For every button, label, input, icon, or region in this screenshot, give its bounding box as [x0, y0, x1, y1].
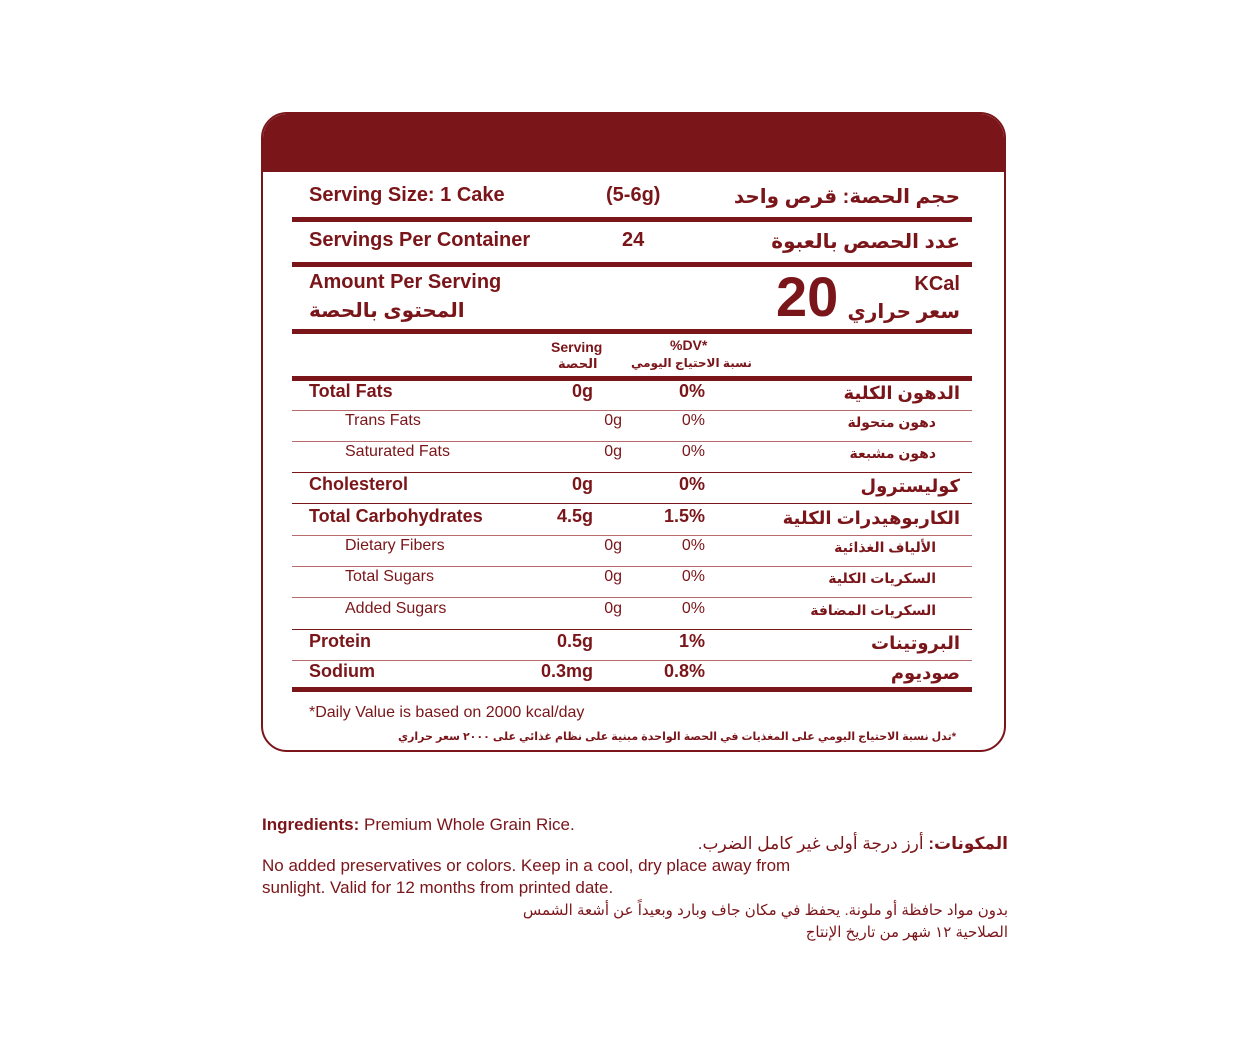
amount-per-serving-label: Amount Per Serving [309, 271, 502, 293]
nutrient-value: 0g [604, 412, 622, 429]
nutrient-name-ar: صوديوم [890, 663, 960, 683]
nutrient-name-ar: كوليسترول [860, 476, 960, 496]
nutrient-value: 0.5g [556, 631, 593, 651]
nutrient-dv: 0% [678, 474, 705, 494]
nutrient-name: Cholesterol [309, 474, 409, 494]
row-divider [292, 472, 972, 473]
ingredients-text-ar: أرز درجة أولى غير كامل الضرب. [697, 834, 929, 853]
servings-per-container-value: 24 [622, 229, 645, 251]
panel-header-band [263, 114, 1004, 172]
footnote-ar: *تدل نسبة الاحتياج اليومي على المغذيات في الحصة الواحدة مبنية على نظام غذائي على ٢٠٠٠ سعر حراري [398, 731, 956, 743]
nutrient-value: 0g [571, 381, 593, 401]
divider [292, 687, 972, 692]
amount-per-serving-ar: المحتوى بالحصة [309, 300, 465, 322]
divider [292, 329, 972, 334]
nutrient-dv: 1.5% [663, 506, 705, 526]
nutrient-dv: 0% [678, 381, 705, 401]
storage-line-1: No added preservatives or colors. Keep in a cool, dry place away from [262, 856, 791, 875]
row-divider [292, 629, 972, 630]
nutrient-name: Total Sugars [345, 568, 434, 585]
nutrient-dv: 0.8% [663, 661, 705, 681]
divider [292, 262, 972, 267]
nutrient-name: Total Carbohydrates [309, 506, 483, 526]
nutrient-dv: 0% [681, 600, 705, 617]
divider [292, 376, 972, 381]
row-divider [292, 503, 972, 504]
ingredients-label: Ingredients: [262, 815, 360, 834]
row-divider [292, 566, 972, 567]
storage-line-2-ar: الصلاحية ١٢ شهر من تاريخ الإنتاج [805, 924, 1008, 941]
storage-line-1-ar: بدون مواد حافظة أو ملونة. يحفظ في مكان جاف وبارد وبعيداً عن أشعة الشمس [522, 902, 1008, 919]
nutrient-name: Dietary Fibers [345, 537, 445, 554]
serving-size-ar: حجم الحصة: قرص واحد [733, 186, 960, 208]
nutrition-facts-panel [261, 112, 1006, 752]
nutrient-value: 0.3mg [540, 661, 593, 681]
nutrient-name: Total Fats [309, 381, 393, 401]
nutrient-name-ar: الدهون الكلية [843, 383, 960, 403]
footnote: *Daily Value is based on 2000 kcal/day [309, 704, 585, 721]
row-divider [292, 535, 972, 536]
divider [292, 217, 972, 222]
nutrient-value: 4.5g [556, 506, 593, 526]
nutrient-dv: 0% [681, 412, 705, 429]
ingredients-en [262, 815, 575, 835]
nutrient-value: 0g [604, 537, 622, 554]
nutrient-dv: 1% [678, 631, 705, 651]
nutrient-value: 0g [571, 474, 593, 494]
calories-unit: KCal [914, 273, 960, 295]
ingredients-ar [698, 834, 1008, 854]
row-divider [292, 597, 972, 598]
nutrient-value: 0g [604, 443, 622, 460]
storage-line-2: sunlight. Valid for 12 months from printed date. [262, 878, 614, 897]
nutrient-name: Added Sugars [345, 600, 447, 617]
row-divider [292, 410, 972, 411]
servings-per-container-label: Servings Per Container [309, 229, 531, 251]
column-serving: Serving [551, 339, 603, 355]
column-serving-ar: الحصة [558, 356, 598, 371]
nutrient-name-ar: السكريات المضافة [810, 602, 936, 618]
calories-unit-ar: سعر حراري [847, 301, 960, 323]
ingredients-text: Premium Whole Grain Rice. [359, 815, 575, 834]
nutrient-name: Protein [309, 631, 372, 651]
row-divider [292, 441, 972, 442]
nutrient-dv: 0% [681, 537, 705, 554]
nutrient-name-ar: دهون مشبعة [849, 445, 936, 461]
nutrient-value: 0g [604, 600, 622, 617]
nutrient-name-ar: الكاربوهيدرات الكلية [782, 508, 960, 528]
column-dv-ar: نسبة الاحتياج اليومي [631, 356, 752, 370]
nutrient-name: Sodium [309, 661, 375, 681]
nutrient-dv: 0% [681, 568, 705, 585]
nutrient-dv: 0% [681, 443, 705, 460]
nutrient-name-ar: السكريات الكلية [828, 570, 936, 586]
nutrient-name: Trans Fats [345, 412, 421, 429]
nutrient-name-ar: دهون متحولة [847, 414, 936, 430]
calories-value: 20 [776, 265, 839, 328]
nutrient-value: 0g [604, 568, 622, 585]
servings-per-container-ar: عدد الحصص بالعبوة [771, 231, 960, 253]
serving-size-label: Serving Size: 1 Cake [309, 184, 505, 206]
column-dv: %DV* [670, 337, 708, 353]
row-divider [292, 660, 972, 661]
ingredients-label-ar: المكونات: [928, 834, 1008, 853]
nutrient-name: Saturated Fats [345, 443, 450, 460]
nutrient-name-ar: البروتينات [871, 633, 960, 653]
nutrient-name-ar: الألياف الغذائية [834, 539, 936, 555]
serving-size-grams: (5-6g) [606, 184, 661, 206]
